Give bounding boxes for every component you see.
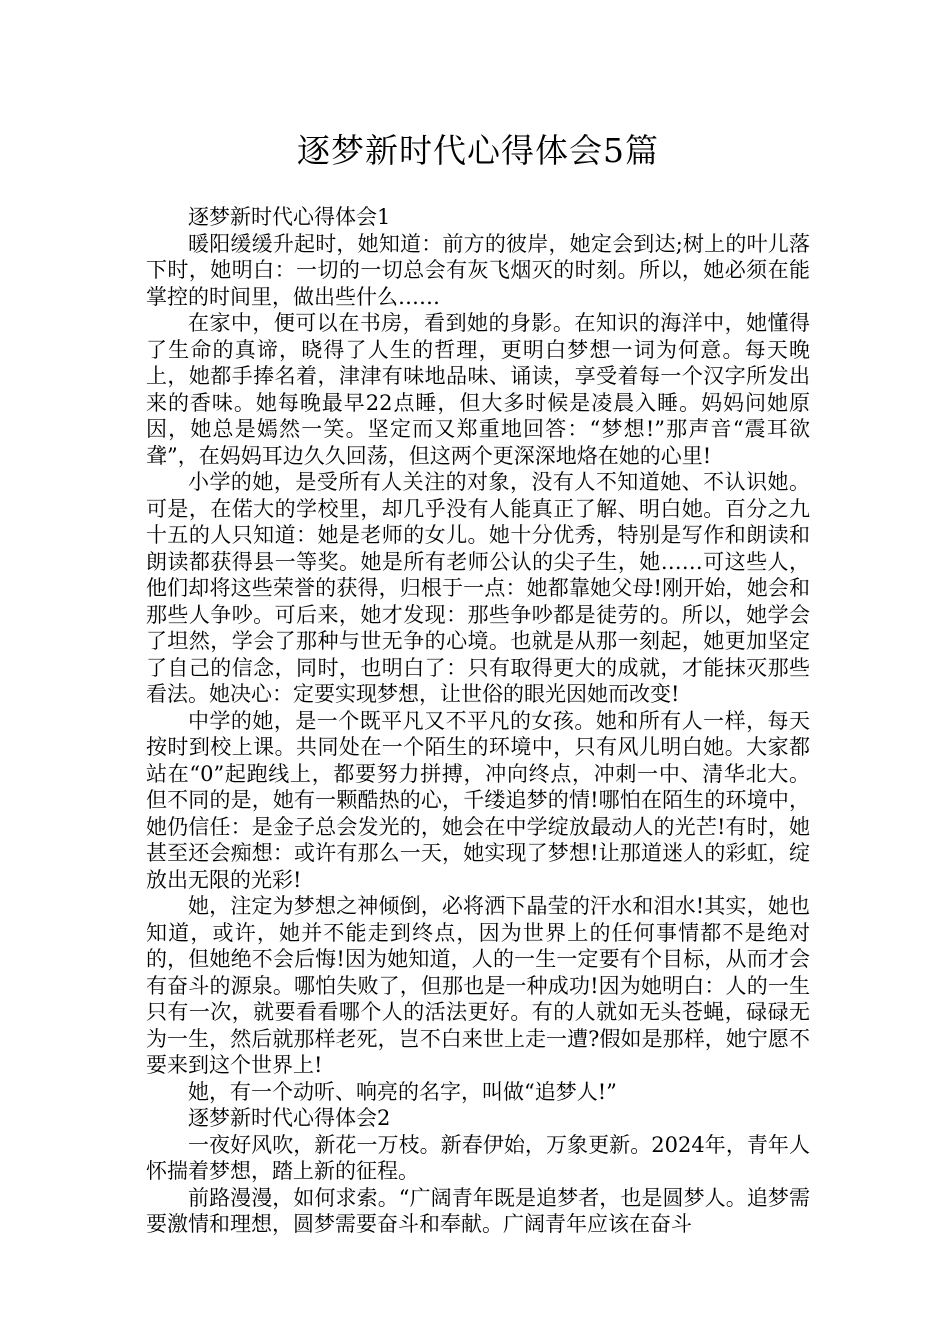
paragraph: 中学的她，是一个既平凡又不平凡的女孩。她和所有人一样，每天按时到校上课。共同处在一个陌生的环境中，只有风儿明白她。大家都站在“0”起跑线上，都要努力拼搏，冲向终点，冲刺一中、清华北大。但不同的是，她有一颗酷热的心，千缕追梦的情!哪怕在陌生的环境中，她仍信任：是金子总会发光的，她会在中学绽放最动人的光芒!有时，她甚至还会痴想：或许有那么一天，她实现了梦想!让那道迷人的彩虹，绽放出无限的光彩! [146,708,810,892]
paragraph: 一夜好风吹，新花一万枝。新春伊始，万象更新。2024年，青年人怀揣着梦想，踏上新的征程。 [146,1132,810,1183]
paragraph: 在家中，便可以在书房，看到她的身影。在知识的海洋中，她懂得了生命的真谛，晓得了人生的哲理，更明白梦想一词为何意。每天晚上，她都手捧名着，津津有味地品味、诵读，享受着每一个汉字所发出来的香味。她每晚最早22点睡，但大多时候是凌晨入睡。妈妈问她原因，她总是嫣然一笑。坚定而又郑重地回答：“梦想!”那声音“震耳欲聋”，在妈妈耳边久久回荡，但这两个更深深地烙在她的心里! [146,311,810,468]
paragraph: 暖阳缓缓升起时，她知道：前方的彼岸，她定会到达;树上的叶儿落下时，她明白：一切的一切总会有灰飞烟灭的时刻。所以，她必须在能掌控的时间里，做出些什么…… [146,231,810,309]
document-title: 逐梦新时代心得体会5篇 [297,131,659,170]
section-heading-2: 逐梦新时代心得体会2 [188,1106,391,1130]
document-body [146,204,810,1238]
paragraph: 小学的她，是受所有人关注的对象，没有人不知道她、不认识她。可是，在偌大的学校里，却几乎没有人能真正了解、明白她。百分之九十五的人只知道：她是老师的女儿。她十分优秀，特别是写作和朗读和朗读都获得县一等奖。她是所有老师公认的尖子生，她……可这些人，他们却将这些荣誉的获得，归根于一点：她都靠她父母!刚开始，她会和那些人争吵。可后来，她才发现：那些争吵都是徒劳的。所以，她学会了坦然，学会了那种与世无争的心境。也就是从那一刻起，她更加坚定了自己的信念，同时，也明白了：只有取得更大的成就，才能抹灭那些看法。她决心：定要实现梦想，让世俗的眼光因她而改变! [146,470,810,706]
paragraph: 她，有一个动听、响亮的名字，叫做“追梦人!” [188,1079,617,1104]
paragraph: 前路漫漫，如何求索。“广阔青年既是追梦者，也是圆梦人。追梦需要激情和理想，圆梦需要奋斗和奉献。广阔青年应该在奋斗 [146,1185,810,1236]
paragraph: 她，注定为梦想之神倾倒，必将洒下晶莹的汗水和泪水!其实，她也知道，或许，她并不能走到终点，因为世界上的任何事情都不是绝对的，但她绝不会后悔!因为她知道，人的一生一定要有个目标，从而才会有奋斗的源泉。哪怕失败了，但那也是一种成功!因为她明白：人的一生只有一次，就要看看哪个人的活法更好。有的人就如无头苍蝇，碌碌无为一生，然后就那样老死，岂不白来世上走一遭?假如是那样，她宁愿不要来到这个世界上! [146,894,810,1077]
section-heading-1: 逐梦新时代心得体会1 [188,205,391,229]
